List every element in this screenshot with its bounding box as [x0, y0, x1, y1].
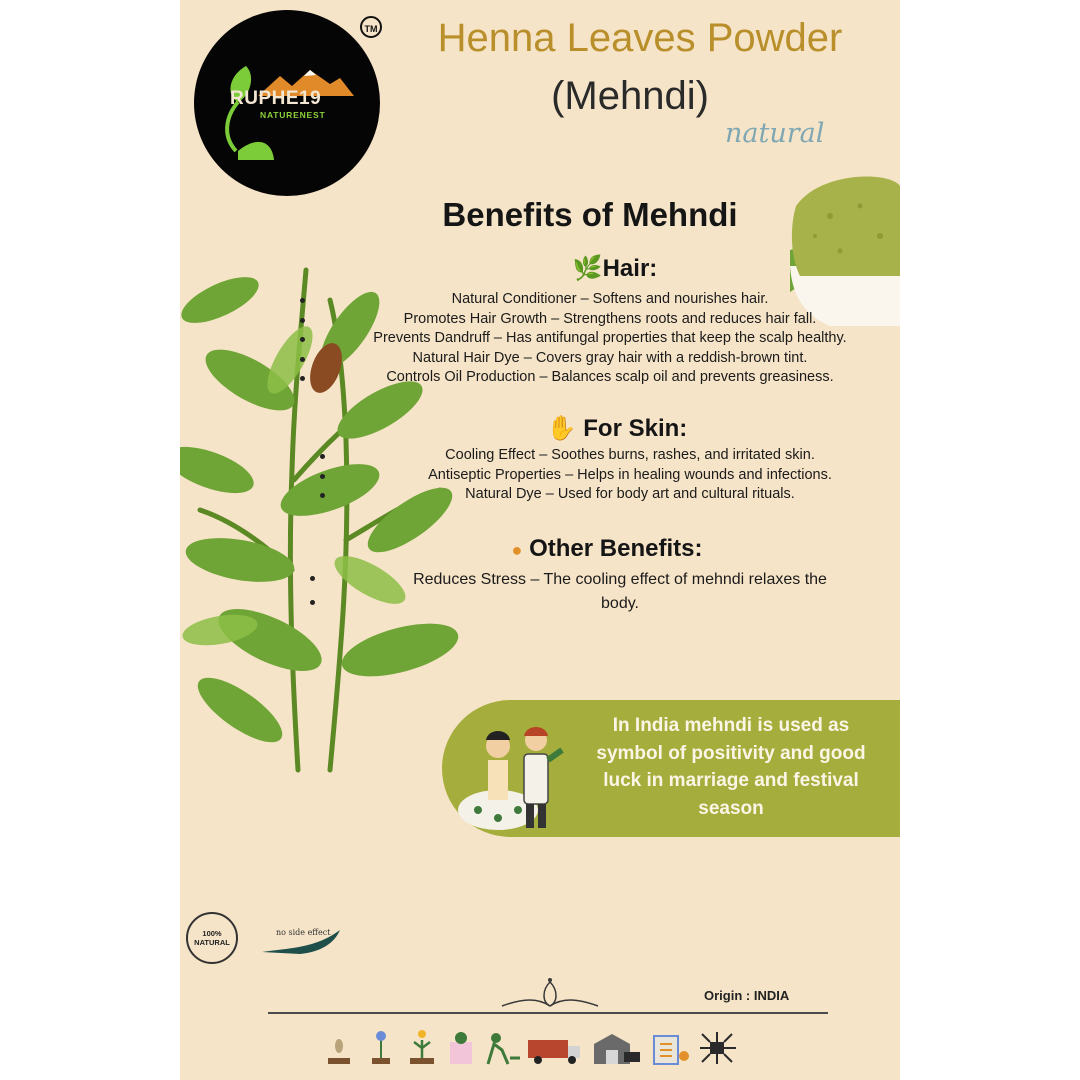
network-icon: [700, 1032, 736, 1064]
benefits-heading: Benefits of Mehndi: [442, 196, 738, 233]
hair-section: [380, 254, 880, 283]
no-side-effect-label: no side effect: [276, 928, 331, 937]
swoosh-icon: [260, 922, 346, 956]
brand-tagline: NATURENEST: [260, 110, 326, 120]
footer-divider: [268, 1012, 828, 1014]
list-item: Natural Dye – Used for body art and cultural rituals.: [350, 485, 900, 505]
herb-icon: 🌿: [572, 255, 603, 282]
skin-benefits-list: [350, 446, 900, 505]
hair-benefits-list: [330, 290, 890, 388]
natural-script-label: natural: [725, 118, 825, 149]
banner-text: In India mehndi is used as symbol of positivity and good luck in marriage and festival season: [596, 715, 866, 819]
other-section-title: ● Other Benefits:: [511, 535, 703, 562]
other-benefits-list: [340, 568, 900, 616]
product-subtitle: (Mehndi): [551, 74, 709, 118]
skin-section: [380, 414, 880, 443]
brand-name: RUPHE19: [230, 88, 322, 109]
trademark-symbol: TM: [360, 16, 382, 38]
hair-section-title: 🌿Hair:: [572, 255, 658, 282]
other-section: [380, 535, 880, 563]
truck-icon: [528, 1040, 580, 1064]
list-item: Reduces Stress – The cooling effect of mehndi relaxes the: [340, 568, 900, 592]
list-item: Natural Conditioner – Softens and nourishes hair.: [330, 290, 890, 310]
farmer-icon: [488, 1033, 520, 1064]
origin-label: Origin : INDIA: [704, 988, 790, 1003]
meditation-icon: ●: [511, 540, 523, 560]
list-item: Prevents Dandruff – Has antifungal properties that keep the scalp healthy.: [330, 329, 890, 349]
process-icons-row: [324, 1028, 744, 1068]
list-item: Natural Hair Dye – Covers gray hair with a reddish-brown tint.: [330, 349, 890, 369]
natural-badge-percent: 100%: [202, 929, 222, 938]
sprout-icon: [372, 1031, 390, 1064]
list-item: Promotes Hair Growth – Strengthens roots and reduces hair fall.: [330, 310, 890, 330]
list-item: Antiseptic Properties – Helps in healing wounds and infections.: [350, 466, 900, 486]
warehouse-icon: [594, 1034, 640, 1064]
skin-section-title: ✋ For Skin:: [546, 415, 688, 442]
harvest-icon: [450, 1032, 472, 1064]
dancing-couple-illustration: [458, 710, 568, 832]
ornament-divider-icon: [498, 976, 602, 1012]
natural-badge-label: NATURAL: [194, 938, 230, 947]
list-item-continuation: body.: [340, 592, 900, 616]
list-item: Controls Oil Production – Balances scalp oil and prevents greasiness.: [330, 368, 890, 388]
natural-badge: [186, 912, 238, 964]
processing-icon: [654, 1036, 689, 1064]
plant-icon: [410, 1030, 434, 1064]
product-poster: [180, 0, 900, 1080]
product-title: Henna Leaves Powder: [437, 16, 843, 60]
list-item: Cooling Effect – Soothes burns, rashes, and irritated skin.: [350, 446, 900, 466]
seed-icon: [328, 1039, 350, 1064]
hand-icon: ✋: [546, 415, 577, 442]
seed-icon: [324, 1028, 744, 1068]
